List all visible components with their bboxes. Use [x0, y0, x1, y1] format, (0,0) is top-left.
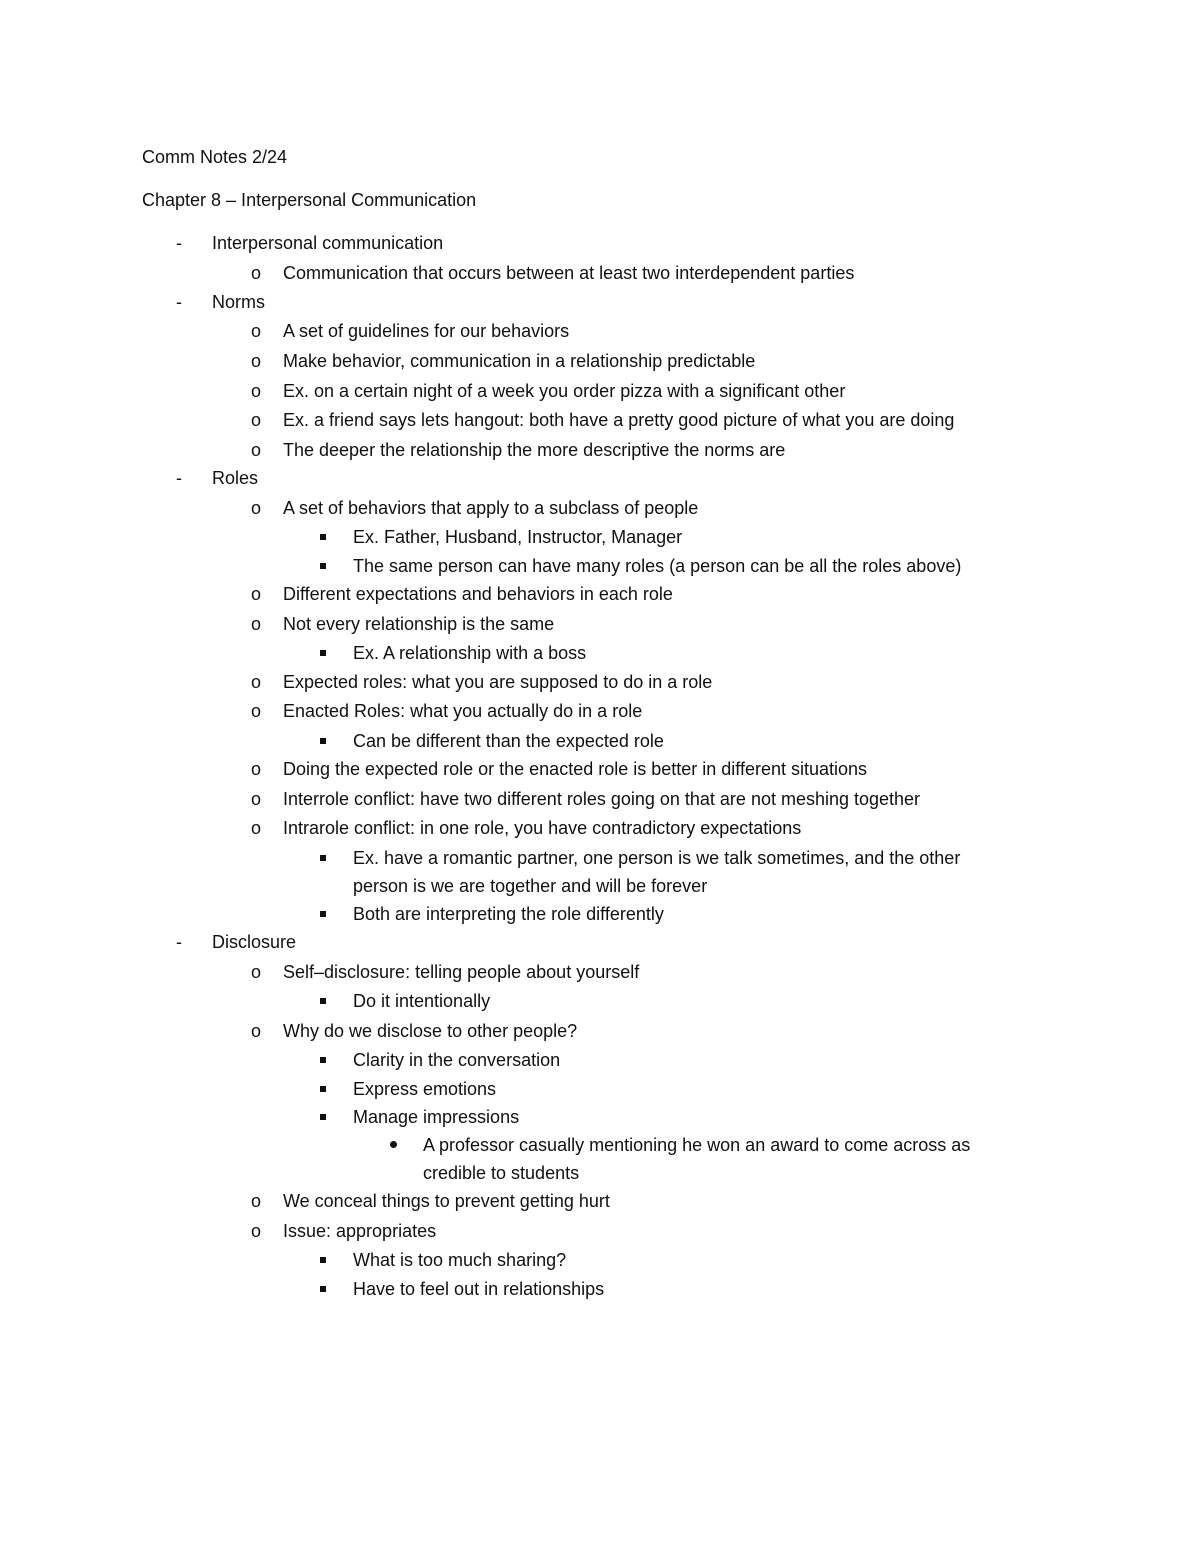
dash-bullet: -	[176, 233, 182, 253]
list-item: Clarity in the conversation	[353, 1050, 561, 1070]
section-heading-roles: Roles	[212, 468, 259, 488]
section-heading-interpersonal: Interpersonal communication	[212, 233, 444, 253]
list-item: The deeper the relationship the more descriptive the norms are	[283, 440, 786, 460]
list-item: Why do we disclose to other people?	[283, 1021, 578, 1041]
list-item: Doing the expected role or the enacted role is better in different situations	[283, 759, 868, 779]
square-bullet-icon	[320, 1286, 326, 1292]
list-item: Not every relationship is the same	[283, 614, 555, 634]
square-bullet-icon	[320, 1086, 326, 1092]
list-item-continuation: credible to students	[423, 1163, 580, 1183]
list-item: Ex. on a certain night of a week you order pizza with a significant other	[283, 381, 846, 401]
list-item: Do it intentionally	[353, 991, 491, 1011]
circle-bullet: o	[251, 1021, 262, 1041]
list-item: Expected roles: what you are supposed to do in a role	[283, 672, 713, 692]
square-bullet-icon	[320, 1114, 326, 1120]
list-item: Communication that occurs between at least two interdependent parties	[283, 263, 855, 283]
square-bullet-icon	[320, 534, 326, 540]
circle-bullet: o	[251, 962, 262, 982]
circle-bullet: o	[251, 263, 262, 283]
circle-bullet: o	[251, 672, 262, 692]
list-item: Ex. have a romantic partner, one person is we talk sometimes, and the other	[353, 848, 961, 868]
list-item: Ex. A relationship with a boss	[353, 643, 587, 663]
list-item: Have to feel out in relationships	[353, 1279, 605, 1299]
list-item: The same person can have many roles (a person can be all the roles above)	[353, 556, 962, 576]
circle-bullet: o	[251, 1191, 262, 1211]
section-heading-norms: Norms	[212, 292, 265, 312]
list-item: What is too much sharing?	[353, 1250, 567, 1270]
square-bullet-icon	[320, 1057, 326, 1063]
square-bullet-icon	[320, 650, 326, 656]
list-item: A set of guidelines for our behaviors	[283, 321, 570, 341]
list-item: Ex. a friend says lets hangout: both have a pretty good picture of what you are doing	[283, 410, 955, 430]
dash-bullet: -	[176, 468, 182, 488]
list-item-continuation: person is we are together and will be forever	[353, 876, 708, 896]
circle-bullet: o	[251, 410, 262, 430]
list-item: We conceal things to prevent getting hurt	[283, 1191, 610, 1211]
circle-bullet: o	[251, 351, 262, 371]
list-item: A professor casually mentioning he won an award to come across as	[423, 1135, 971, 1155]
chapter-heading: Chapter 8 – Interpersonal Communication	[142, 190, 477, 210]
round-bullet-icon	[390, 1141, 397, 1148]
list-item: Make behavior, communication in a relationship predictable	[283, 351, 756, 371]
square-bullet-icon	[320, 1257, 326, 1263]
dash-bullet: -	[176, 932, 182, 952]
square-bullet-icon	[320, 738, 326, 744]
circle-bullet: o	[251, 584, 262, 604]
list-item: Can be different than the expected role	[353, 731, 664, 751]
square-bullet-icon	[320, 855, 326, 861]
list-item: Enacted Roles: what you actually do in a role	[283, 701, 643, 721]
square-bullet-icon	[320, 911, 326, 917]
circle-bullet: o	[251, 818, 262, 838]
circle-bullet: o	[251, 440, 262, 460]
list-item: Both are interpreting the role differently	[353, 904, 664, 924]
list-item: Express emotions	[353, 1079, 497, 1099]
circle-bullet: o	[251, 1221, 262, 1241]
list-item: Interrole conflict: have two different roles going on that are not meshing together	[283, 789, 921, 809]
circle-bullet: o	[251, 614, 262, 634]
dash-bullet: -	[176, 292, 182, 312]
circle-bullet: o	[251, 701, 262, 721]
page-title: Comm Notes 2/24	[142, 147, 288, 167]
square-bullet-icon	[320, 563, 326, 569]
circle-bullet: o	[251, 498, 262, 518]
list-item: A set of behaviors that apply to a subclass of people	[283, 498, 699, 518]
list-item: Intrarole conflict: in one role, you have contradictory expectations	[283, 818, 802, 838]
circle-bullet: o	[251, 759, 262, 779]
list-item: Issue: appropriates	[283, 1221, 437, 1241]
circle-bullet: o	[251, 381, 262, 401]
list-item: Self–disclosure: telling people about yourself	[283, 962, 640, 982]
list-item: Manage impressions	[353, 1107, 520, 1127]
list-item: Ex. Father, Husband, Instructor, Manager	[353, 527, 683, 547]
circle-bullet: o	[251, 321, 262, 341]
section-heading-disclosure: Disclosure	[212, 932, 297, 952]
circle-bullet: o	[251, 789, 262, 809]
list-item: Different expectations and behaviors in each role	[283, 584, 673, 604]
square-bullet-icon	[320, 998, 326, 1004]
